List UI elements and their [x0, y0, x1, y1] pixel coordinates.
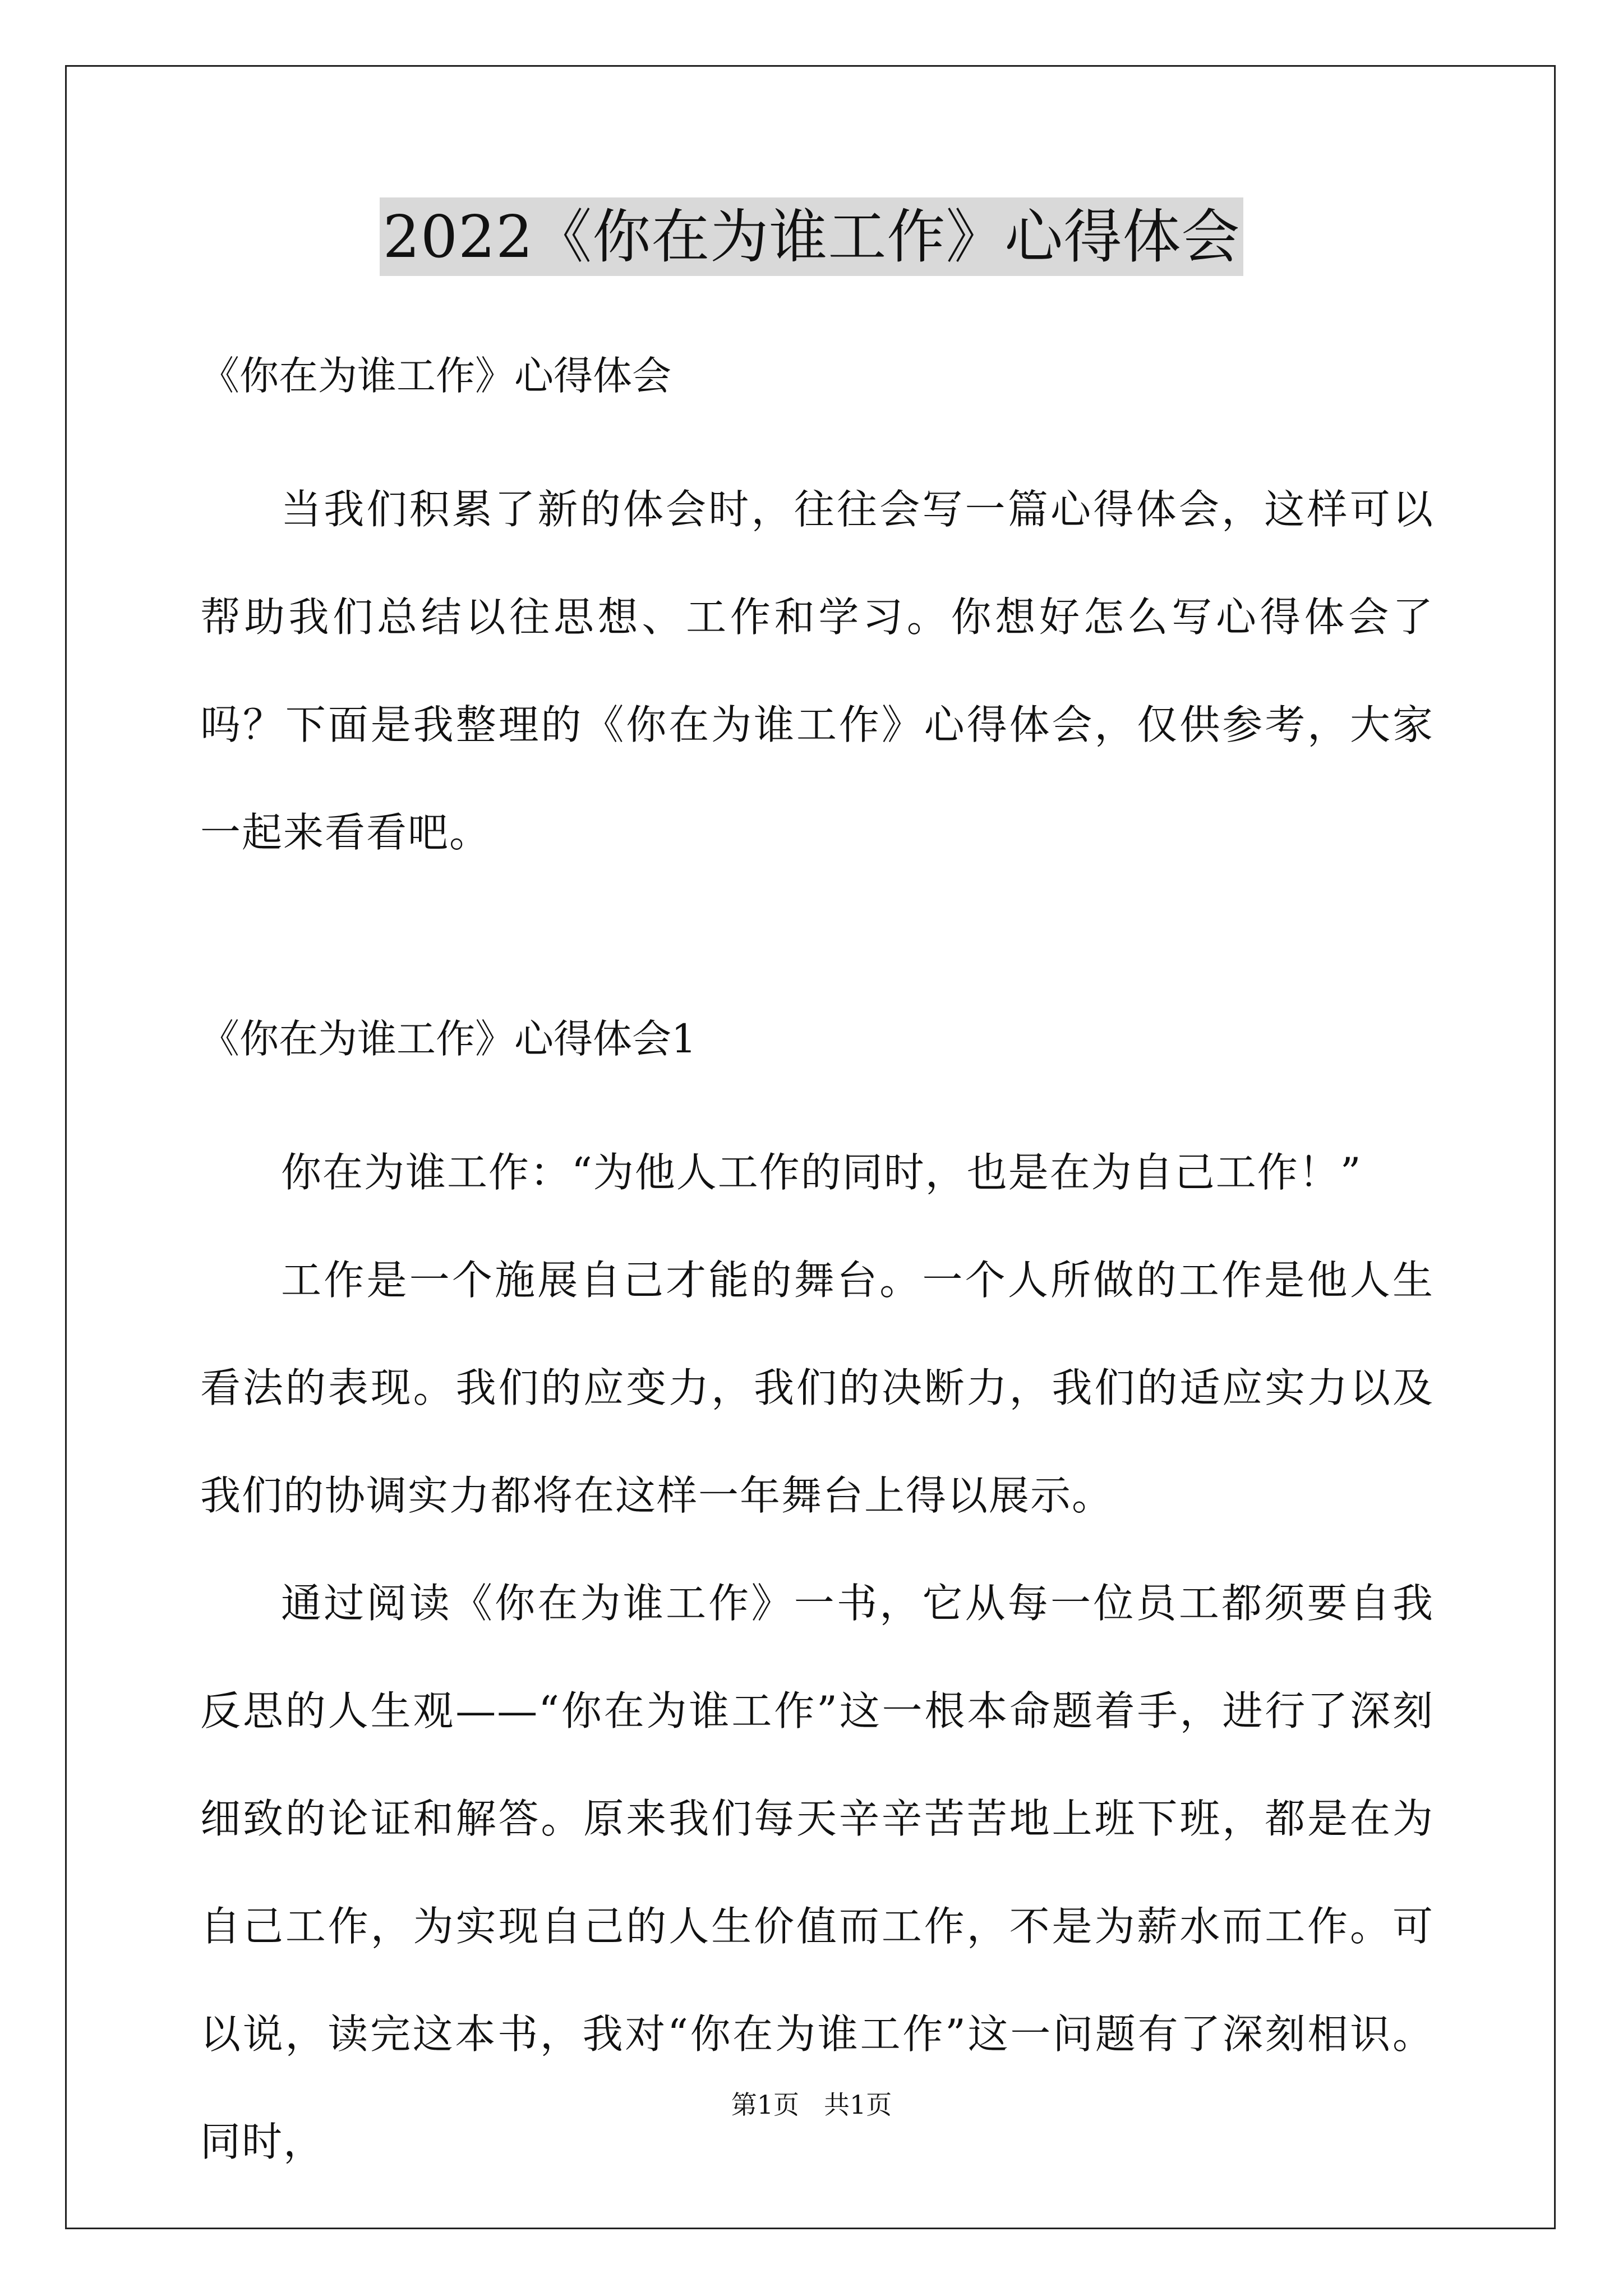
document-title-text: 2022《你在为谁工作》心得体会 [380, 197, 1244, 276]
page-total: 共1页 [824, 2090, 892, 2120]
section1-paragraph: 你在为谁工作：“为他人工作的同时，也是在为自己工作！” [281, 1149, 1362, 1196]
intro-paragraph: 当我们积累了新的体会时，往往会写一篇心得体会，这样可以帮助我们总结以往思想、工作和学习。你想好怎么写心得体会了吗？下面是我整理的《你在为谁工作》心得体会，仅供参考，大家一起来看看吧。 [200, 486, 1434, 856]
document-body [200, 348, 1434, 2196]
section1-paragraph: 工作是一个施展自己才能的舞台。一个人所做的工作是他人生看法的表现。我们的应变力，我们的决断力，我们的适应实力以及我们的协调实力都将在这样一年舞台上得以展示。 [200, 1257, 1434, 1519]
page-number: 第1页 [731, 2090, 799, 2120]
document-title [0, 197, 1623, 276]
page-footer [0, 2088, 1623, 2122]
intro-heading: 《你在为谁工作》心得体会 [200, 353, 671, 399]
section1-paragraph: 通过阅读《你在为谁工作》一书，它从每一位员工都须要自我反思的人生观——“你在为谁工作”这一根本命题着手，进行了深刻细致的论证和解答。原来我们每天辛辛苦苦地上班下班，都是在为自己工作，为实现自己的人生价值而工作，不是为薪水而工作。可以说，读完这本书，我对“你在为谁工作”这一问题有了深刻相识。同时， [200, 1580, 1434, 2165]
section1-heading: 《你在为谁工作》心得体会1 [200, 1016, 697, 1062]
